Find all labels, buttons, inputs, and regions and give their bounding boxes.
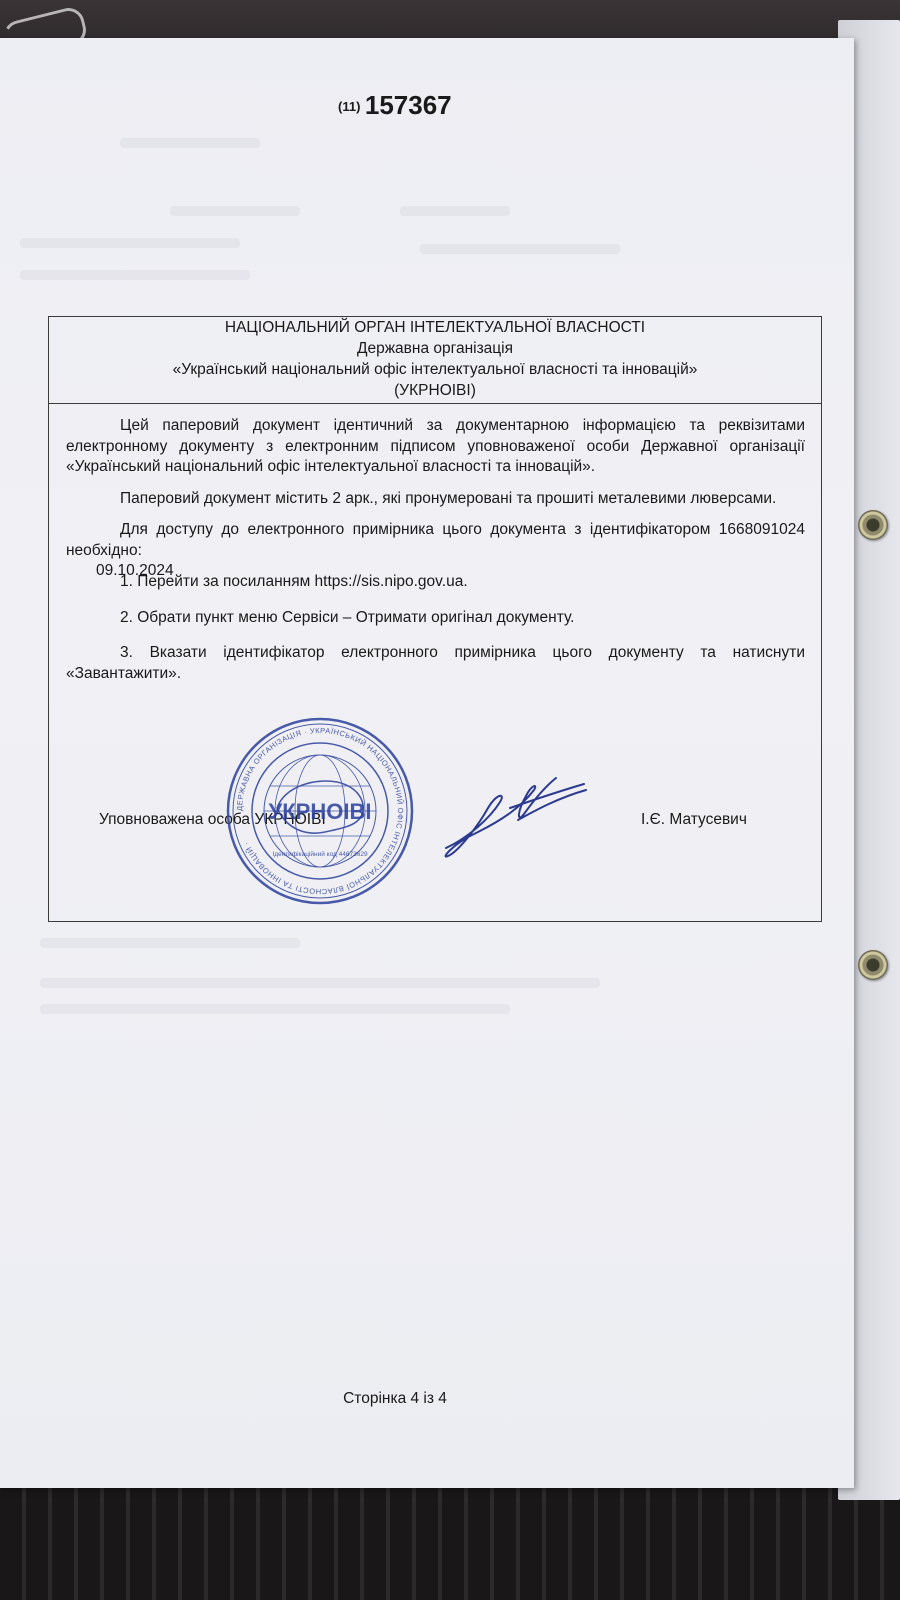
- certification-body: [49, 404, 821, 684]
- stamp-code-text: Ідентифікаційний код 44673629: [272, 851, 368, 858]
- instruction-step: 3. Вказати ідентифікатор електронного примірника цього документу та натиснути «Завантажити».: [66, 644, 805, 682]
- header-line: (УКРНОІВІ): [394, 382, 476, 399]
- page-number: Сторінка 4 із 4: [343, 1390, 447, 1407]
- stamp-ring-text: ДЕРЖАВНА ОРГАНІЗАЦІЯ · УКРАЇНСЬКИЙ НАЦІОНАЛЬНИЙ ОФІС ІНТЕЛЕКТУАЛЬНОЇ ВЛАСНОСТІ ТА ІННОВАЦІЙ ·: [234, 725, 406, 897]
- grommet-top: [858, 510, 888, 540]
- official-stamp: [225, 716, 415, 906]
- signature-date: 09.10.2024: [96, 562, 174, 579]
- paragraph: Для доступу до електронного примірника цього документа з ідентифікатором 1668091024 необхідно:: [66, 521, 805, 559]
- document-number-value: 157367: [364, 90, 452, 120]
- instruction-step: 2. Обрати пункт меню Сервіси – Отримати оригінал документу.: [120, 608, 575, 626]
- handwritten-signature: [438, 768, 588, 864]
- stamp-center-text: УКРНОІВІ: [268, 799, 372, 824]
- document-number: [338, 90, 452, 121]
- show-through-text: [40, 978, 600, 988]
- show-through-text: [420, 244, 620, 254]
- show-through-text: [40, 1004, 510, 1014]
- show-through-text: [20, 238, 240, 248]
- header-line: НАЦІОНАЛЬНИЙ ОРГАН ІНТЕЛЕКТУАЛЬНОЇ ВЛАСНОСТІ: [224, 319, 646, 336]
- grommet-bottom: [858, 950, 888, 980]
- show-through-text: [120, 138, 260, 148]
- document-number-code: (11): [338, 99, 361, 114]
- header-line: Державна організація: [356, 340, 514, 357]
- show-through-text: [400, 206, 510, 216]
- paragraph: Паперовий документ містить 2 арк., які пронумеровані та прошиті металевими люверсами.: [120, 489, 777, 507]
- instruction-step: 1. Перейти за посиланням https://sis.nipo.gov.ua.: [120, 573, 468, 590]
- certification-frame: [48, 316, 822, 922]
- show-through-text: [20, 270, 250, 280]
- background-table-bottom: [0, 1470, 900, 1600]
- organization-header: [49, 317, 821, 404]
- paragraph: Цей паперовий документ ідентичний за документарною інформацією та реквізитами електронному документу з електронним підписом уповноваженої особи Державної організації «Український національний офіс інтелектуальної власності та інновацій».: [66, 417, 805, 475]
- header-line: «Український національний офіс інтелектуальної власності та інновацій»: [172, 361, 698, 378]
- show-through-text: [40, 938, 300, 948]
- signatory-name: І.Є. Матусевич: [641, 811, 747, 828]
- signatory-label: Уповноважена особа УКРНОІВІ: [99, 811, 326, 828]
- show-through-text: [170, 206, 300, 216]
